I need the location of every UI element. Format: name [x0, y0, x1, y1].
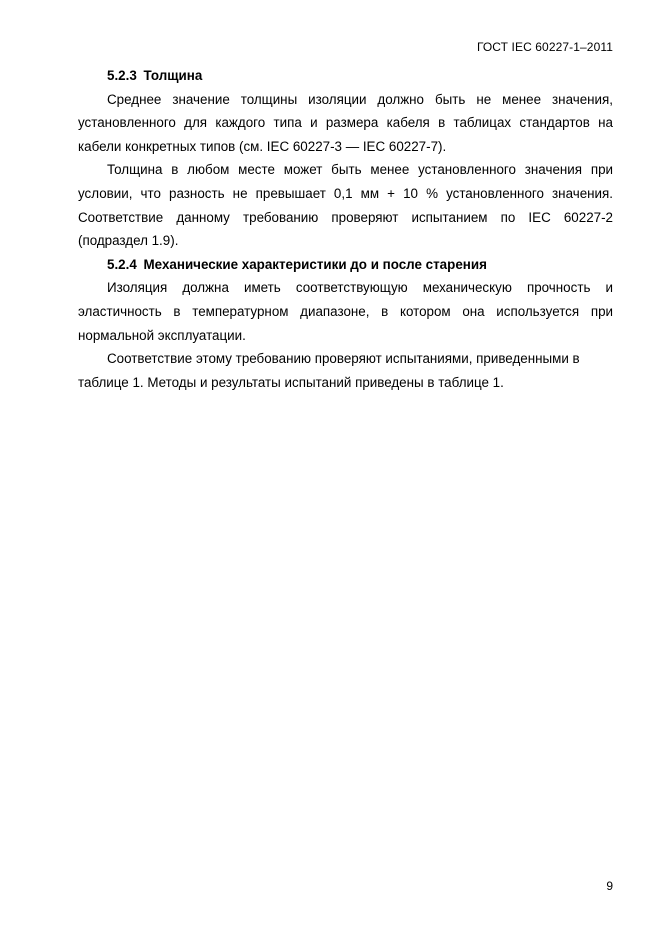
document-header: ГОСТ IEC 60227-1–2011: [476, 40, 613, 54]
paragraph: Соответствие этому требованию проверяют испытаниями, приведенными в таблице 1. Методы и результаты испытаний приведены в таблице 1.: [78, 351, 580, 390]
section-title: Толщина: [143, 68, 203, 83]
document-body: [78, 64, 613, 394]
section-title: Механические характеристики до и после старения: [143, 256, 487, 272]
paragraph: Среднее значение толщины изоляции должно быть не менее значения, установленного для каждого типа и размера кабеля в таблицах стандартов на кабели конкретных типов (см. IEC 60227-3 — IEC 60227-7).: [78, 91, 613, 154]
page-number: 9: [606, 879, 613, 893]
paragraph: Изоляция должна иметь соответствующую механическую прочность и эластичность в температурном диапазоне, в котором она используется при нормальной эксплуатации.: [78, 280, 613, 343]
section-heading-5-2-4: [78, 253, 613, 277]
section-number: 5.2.4: [107, 256, 137, 272]
paragraph: Толщина в любом месте может быть менее установленного значения при условии, что разность не превышает 0,1 мм + 10 % установленного значения. Соответствие данному требованию проверяют испытанием по IEC 60227-2 (подраздел 1.9).: [78, 162, 613, 249]
section-heading-5-2-3: [78, 64, 613, 88]
section-number: 5.2.3: [107, 68, 137, 83]
